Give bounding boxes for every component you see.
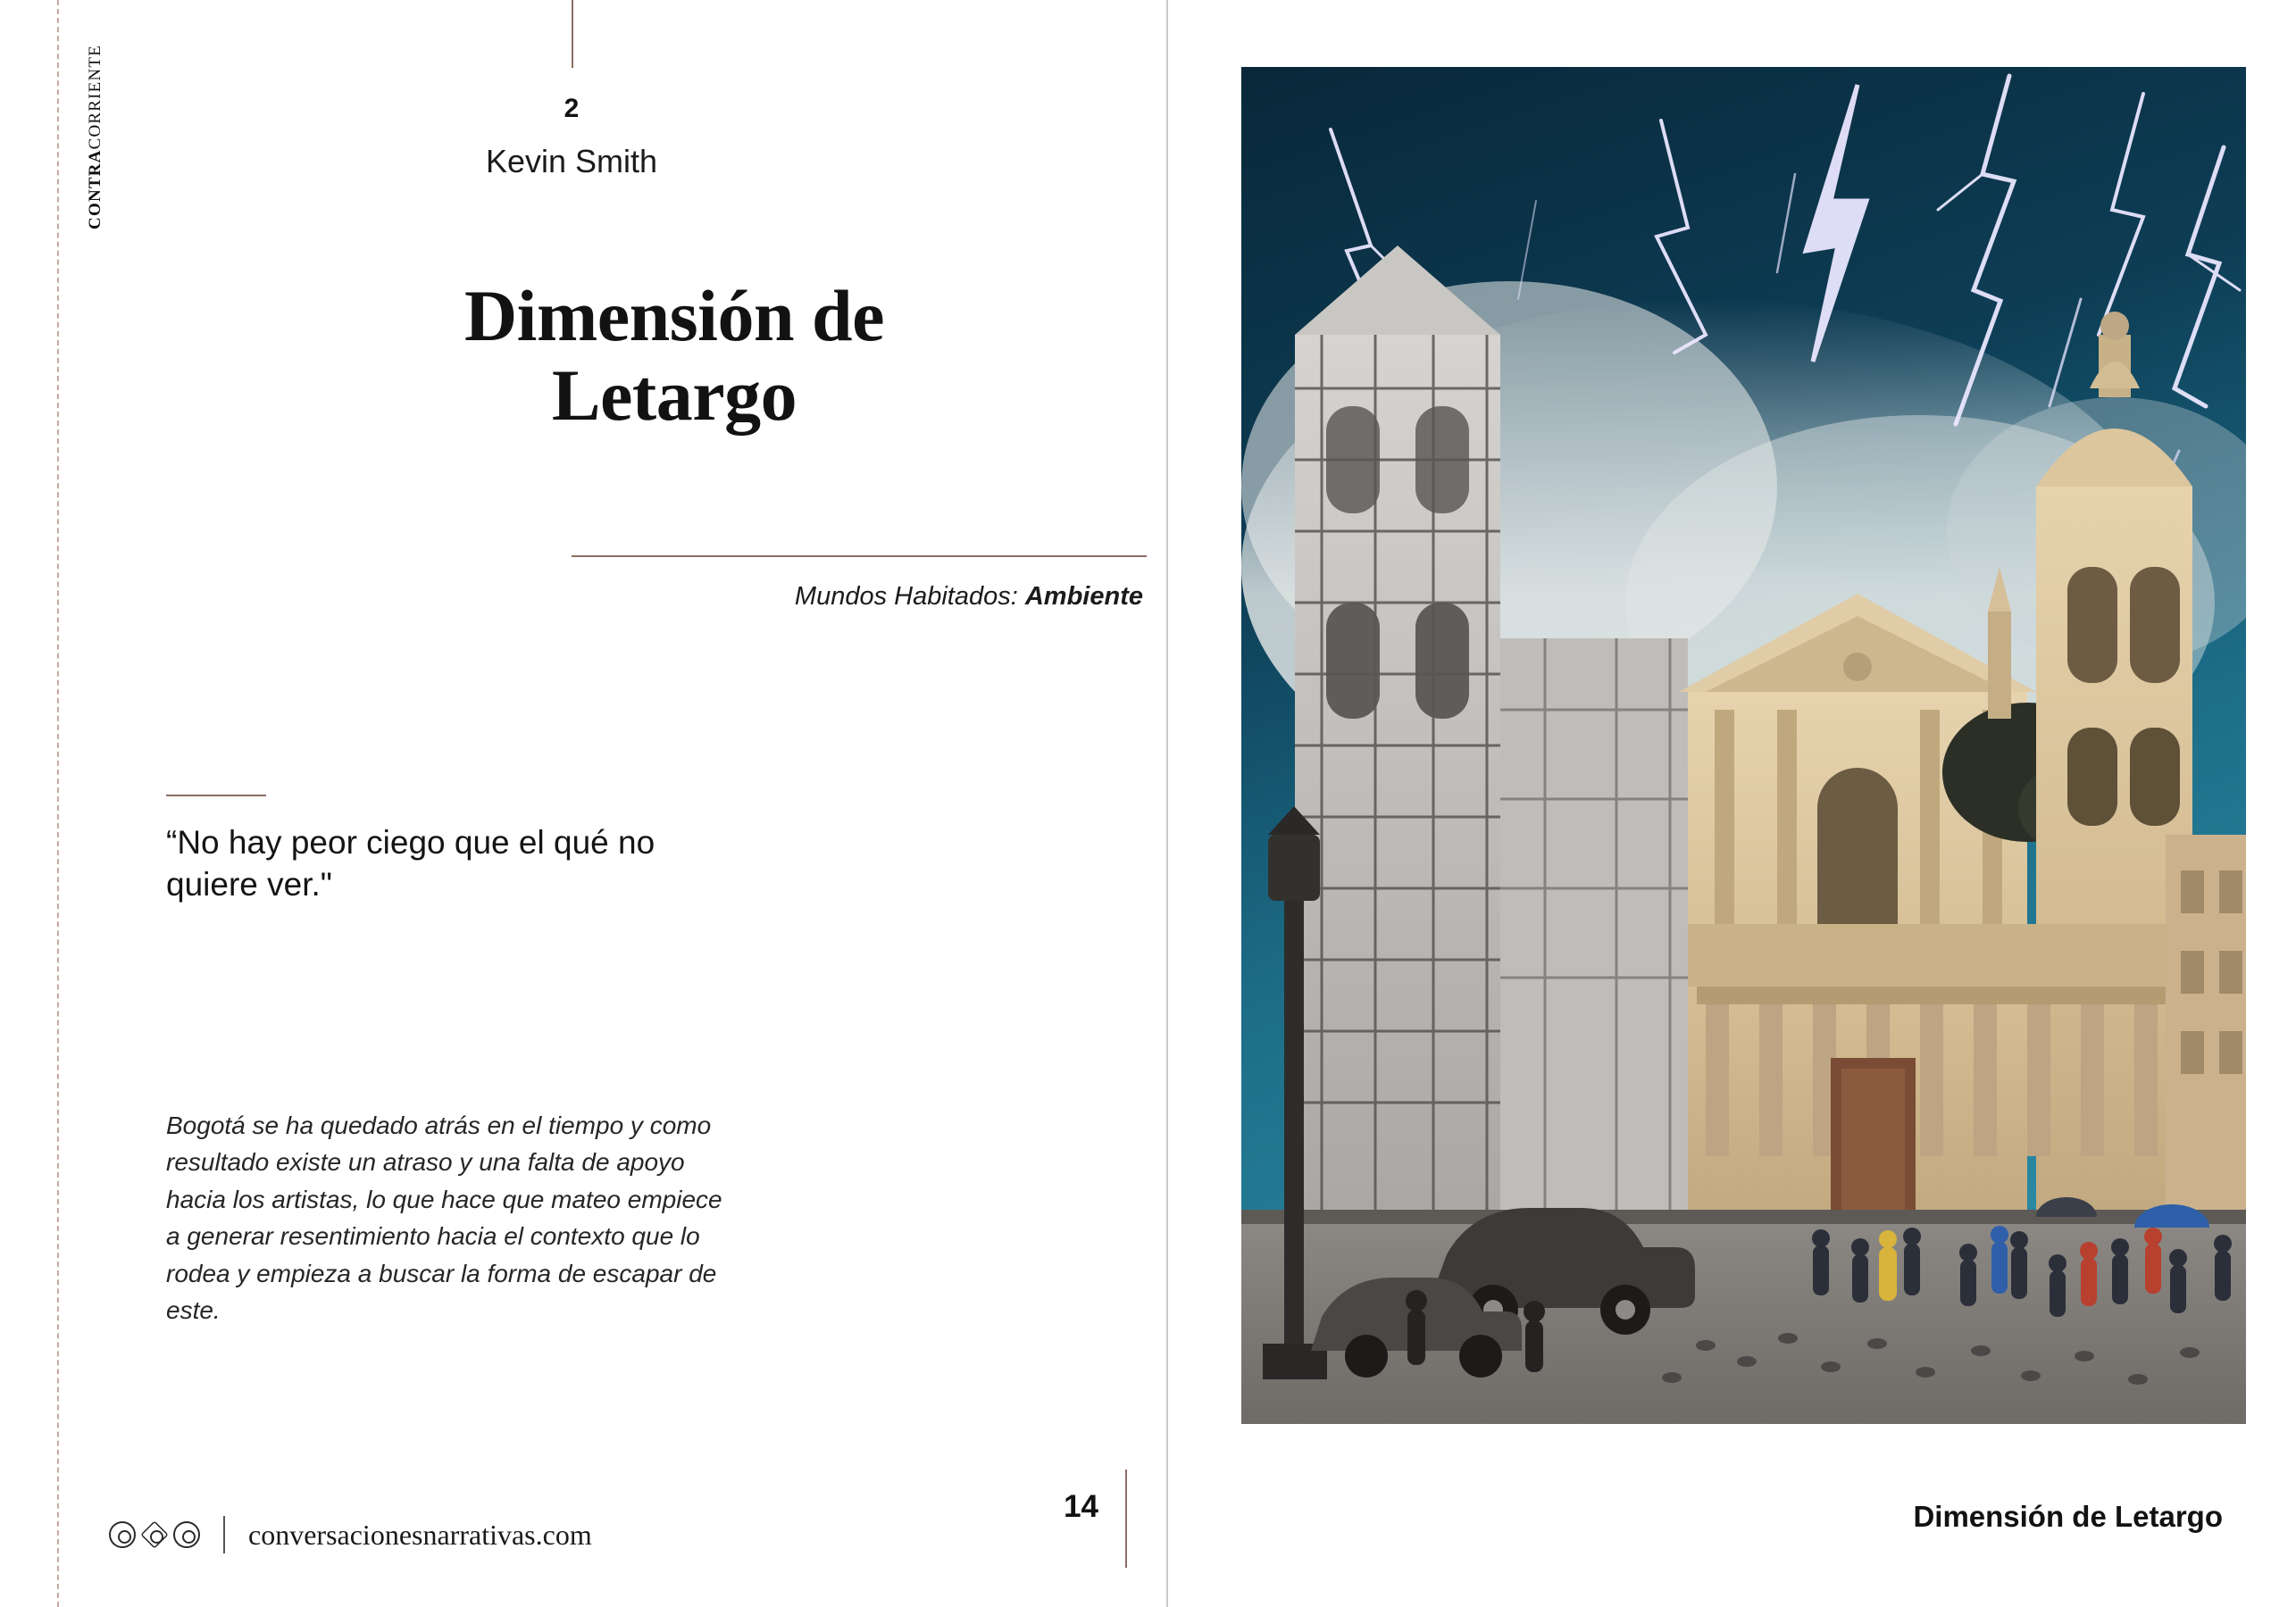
pull-quote: “No hay peor ciego que el qué no quiere ver.": [166, 824, 655, 903]
article-title: [223, 277, 1125, 435]
right-page: [1186, 0, 2296, 1607]
running-title: Dimensión de Letargo: [1913, 1500, 2223, 1533]
circle-logo-icon-2: [173, 1521, 200, 1548]
photo-illustration: [1241, 67, 2246, 1424]
publisher-logo: [109, 1521, 200, 1548]
side-label-regular: CORRIENTE: [86, 45, 104, 150]
left-margin-dashed-rule: [57, 0, 59, 1607]
footer-left: [109, 1516, 592, 1553]
body-paragraph: Bogotá se ha quedado atrás en el tiempo y como resultado existe un atraso y una falta de apoyo hacia los artistas, lo que hace que mateo empiece a generar resentimiento hacia el contexto que lo rodea y empieza a buscar la forma de escapar de este.: [166, 1112, 722, 1325]
title-underline-rule: [572, 555, 1147, 557]
section-label-line: [339, 582, 1143, 612]
publication-side-label: [86, 45, 105, 229]
section-value: Ambiente: [1024, 582, 1143, 611]
octagon-logo-icon: [141, 1521, 168, 1548]
feature-photograph: [1241, 67, 2246, 1424]
section-label: Mundos Habitados:: [794, 582, 1018, 611]
pull-quote-rule: [166, 795, 266, 796]
author-name: Kevin Smith: [485, 143, 658, 179]
chapter-number-tick: [572, 0, 573, 68]
footer-website: conversacionesnarrativas.com: [248, 1518, 592, 1551]
chapter-number: 2: [564, 94, 580, 123]
circle-logo-icon: [109, 1521, 136, 1548]
page-number-tick: [1125, 1470, 1127, 1568]
spread-gutter: [1161, 0, 1186, 1607]
article-title-line-1: Dimensión de: [463, 275, 885, 356]
footer-divider: [223, 1516, 225, 1553]
side-label-bold: CONTRA: [86, 149, 104, 229]
page-number: 14: [1064, 1489, 1098, 1524]
article-title-line-2: Letargo: [551, 354, 797, 436]
